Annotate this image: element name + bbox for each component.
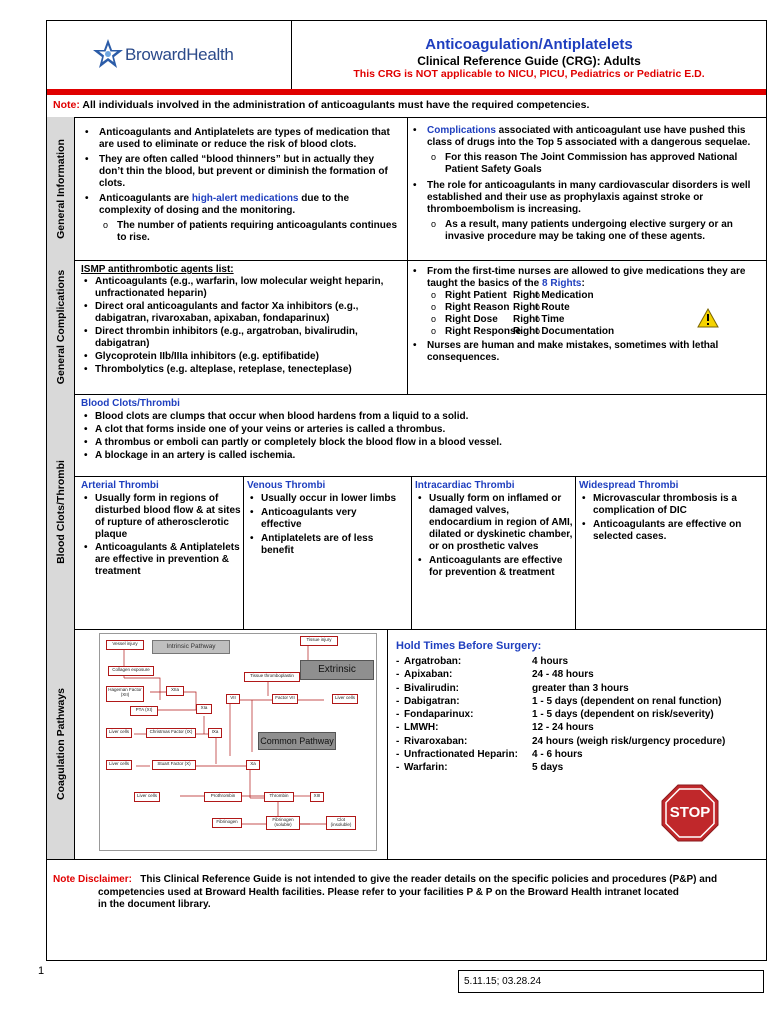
general-information-side: General Information [47,117,75,260]
hold-times-title: Hold Times Before Surgery: [396,640,542,652]
intracardiac-thrombi: Intracardiac Thrombi • Usually form on inflamed or damaged valves, endocardium in region of AMI, dilated or dyskinetic chamber, or on prosthetic valves • Anticoagulants are effective for prevention & treatment [415,480,573,582]
warning-triangle-icon [697,308,719,328]
general-information-left: • Anticoagulants and Antiplatelets are types of medication that are used to eliminate or reduce the risk of blood clots. • They are often called “blood thinners” but in actually they don’t thin the blood, but prevent or diminish the formation of clots. • Anticoagulants are high-alert medications due to the complexity of dosing and the monitoring. o The number of patients requiring anticoagulants continues to rise. [81,127,401,244]
blood-clots-intro: Blood Clots/Thrombi • Blood clots are clumps that occur when blood hardens from a liquid to a solid. • A clot that forms inside one of your veins or arteries is called a thrombus. • A thrombus or emboli can partly or completely block the blood flow in a blood vessel. • A blockage in an artery is called ischemia. [81,398,761,463]
eight-rights-link[interactable]: 8 Rights [542,278,582,289]
broward-star-icon [91,37,125,71]
revision-date: 5.11.15; 03.28.24 [464,976,542,987]
complications-link[interactable]: Complications [427,125,496,136]
logo-text: BrowardHealth [125,45,234,64]
rights-table: o Right Patient o Right Medication o Right Reason o Right Route o Right Dose o Right Time o Right Response o Right Documentation [409,290,762,340]
coagulation-diagram: Vessel injury Intrinsic Pathway Tissue injury Collagen exposure Extrinsic Tissue thromboplastin Hageman Factor (XII) XIIa VII Factor VII Liver cells PTA (XI) XIa Liver cells Christmas Factor (IX) IXa Common Pathway Liver cells Stuart Factor (X) Xa Liver cells Prothrombin Thrombin XIII Fibrinogen Fibrinogen (soluble) Clot (insoluble) [99,633,377,851]
note-label: Note: [53,99,80,111]
blood-clots-title: Blood Clots/Thrombi [81,398,180,409]
document-frame [46,20,767,961]
widespread-thrombi: Widespread Thrombi • Microvascular thrombosis is a complication of DIC • Anticoagulants are effective on selected cases. [579,480,763,546]
hold-times-table: - Argatroban: 4 hours - Apixaban: 24 - 48 hours - Bivalirudin: greater than 3 hours - Dabigatran: 1 - 5 days (dependent on renal function) - Fondaparinux: 1 - 5 days (dependent on risk/severity) - LMWH: 12 - 24 hours - Rivaroxaban: 24 hours (weigh risk/urgency procedure) - Unfractionated Heparin: 4 - 6 hours - Warfarin: 5 days [396,656,726,774]
header-red-rule [47,89,766,95]
general-complications-side: General Complications [47,260,75,394]
page-number: 1 [38,965,45,977]
coagulation-side: Coagulation Pathways [47,629,75,859]
disclaimer-label: Note Disclaimer: [53,874,132,885]
stop-text: STOP [669,804,711,821]
applicability-warning: This CRG is NOT applicable to NICU, PICU, Pediatrics or Pediatric E.D. [353,68,705,80]
eight-rights: • From the first-time nurses are allowed to give medications they are taught the basics of the 8 Rights: o Right Patient o Right Medication o Right Reason o Right Route o Right Dose o Right Time o Right Response o Right Documentation • Nurses are human and make mistakes, sometimes with lethal consequences. [409,266,762,367]
high-alert-link[interactable]: high-alert medications [191,193,299,204]
page-subtitle: Clinical Reference Guide (CRG): Adults [417,54,641,68]
blood-clots-side: Blood Clots/Thrombi [47,394,75,629]
ismp-list: ISMP antithrombotic agents list: • Anticoagulants (e.g., warfarin, low molecular weight heparin, unfractionated heparin) • Direct oral anticoagulants and factor Xa inhibitors (e.g., dabigatran, rivaroxaban, apixaban, fondaparinux) • Direct thrombin inhibitors (e.g., argatroban, bivalirudin, dabigatran) • Glycoprotein IIb/IIIa inhibitors (e.g. eptifibatide) • Thrombolytics (e.g. alteplase, reteplase, tenecteplase) [81,264,403,377]
page-title: Anticoagulation/Antiplatelets [425,36,633,53]
general-information-right: • Complications associated with anticoagulant use have pushed this class of drugs into the Top 5 associated with a dangerous sequelae. o For this reason The Joint Commission has approved National Patient Safety Goals • The role for anticoagulants in many cardiovascular disorders is well established and their use as prophylaxis against stroke or thromboembolism is increasing. o As a result, many patients undergoing elective surgery or an invasive procedure may be taking one of these agents. [409,125,762,243]
stop-sign-icon [661,784,719,842]
venous-thrombi: Venous Thrombi • Usually occur in lower limbs • Anticoagulants very effective • Antiplatelets are of less benefit [247,480,409,560]
disclaimer: Note Disclaimer: This Clinical Reference Guide is not intended to give the reader details on the specific policies and procedures (P&P) and competencies used at Broward Health facilities. Please refer to your facilities P & P on the Broward Health intranet located in the document library. [53,874,718,910]
ismp-title: ISMP antithrombotic agents list: [81,264,234,275]
competency-note [53,99,763,111]
hold-times [396,640,764,775]
arterial-thrombi: Arterial Thrombi • Usually form in regions of disturbed blood flow & at sites of rupture of atherosclerotic plaque • Anticoagulants & Antiplatelets are effective in prevention & treatment [81,480,241,581]
logo [91,37,251,73]
note-text: All individuals involved in the administration of anticoagulants must have the required competencies. [82,99,590,111]
revision-box [458,970,764,993]
